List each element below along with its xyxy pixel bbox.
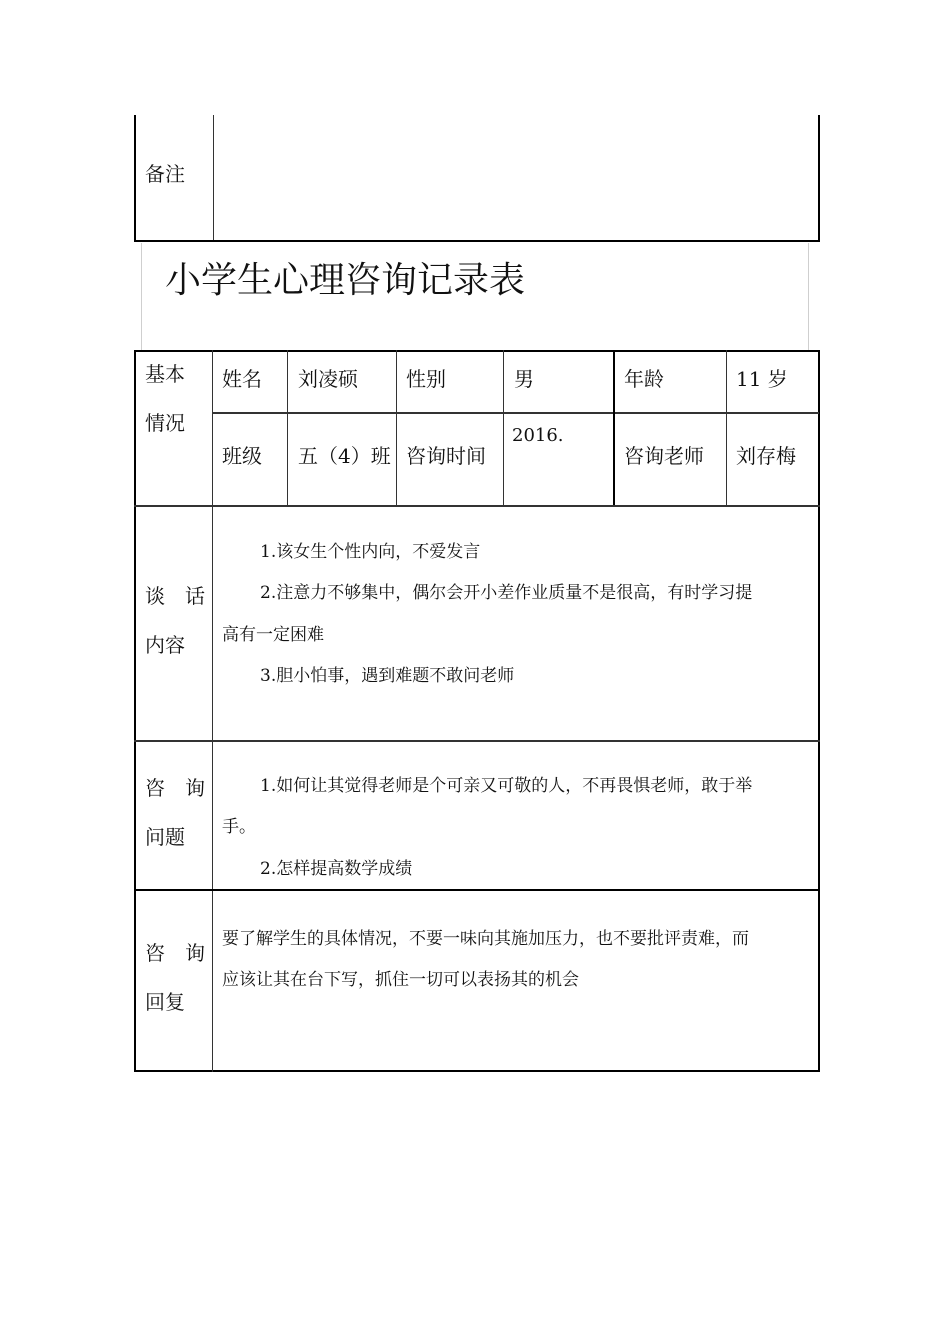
gender-value: 男 bbox=[514, 367, 534, 391]
teacher-label: 咨询老师 bbox=[624, 444, 704, 468]
name-value: 刘凌硕 bbox=[298, 367, 358, 391]
table-border bbox=[287, 350, 288, 506]
table-border bbox=[726, 350, 727, 506]
talk-section-label: 谈 话 bbox=[145, 584, 205, 608]
question-item: 2.怎样提高数学成绩 bbox=[260, 859, 413, 879]
table-border bbox=[212, 412, 819, 414]
table-border bbox=[134, 350, 820, 352]
talk-item: 2.注意力不够集中，偶尔会开小差作业质量不是很高，有时学习提 bbox=[260, 583, 753, 603]
table-border bbox=[134, 505, 820, 507]
class-value: 五（4）班 bbox=[298, 444, 391, 468]
form-title: 小学生心理咨询记录表 bbox=[165, 260, 526, 301]
table-border bbox=[134, 1070, 820, 1072]
reply-text: 应该让其在台下写，抓住一切可以表扬其的机会 bbox=[222, 970, 579, 990]
table-border bbox=[613, 350, 615, 506]
title-box-border bbox=[808, 243, 809, 351]
table-border bbox=[134, 889, 820, 891]
age-value: 11 岁 bbox=[736, 367, 788, 391]
table-border bbox=[134, 240, 820, 242]
talk-item: 1.该女生个性内向，不爱发言 bbox=[260, 542, 481, 562]
table-border bbox=[134, 740, 820, 742]
talk-item: 3.胆小怕事，遇到难题不敢问老师 bbox=[260, 666, 515, 686]
question-item: 1.如何让其觉得老师是个可亲又可敬的人，不再畏惧老师，敢于举 bbox=[260, 776, 753, 796]
table-border bbox=[212, 350, 213, 1072]
name-label: 姓名 bbox=[222, 367, 262, 391]
basic-section-label: 基本 bbox=[145, 362, 185, 386]
remarks-label: 备注 bbox=[145, 162, 185, 186]
time-label: 咨询时间 bbox=[406, 444, 486, 468]
question-section-label: 问题 bbox=[145, 825, 185, 849]
table-border bbox=[503, 350, 504, 506]
reply-text: 要了解学生的具体情况，不要一味向其施加压力，也不要批评责难，而 bbox=[222, 929, 749, 949]
reply-section-label: 咨 询 bbox=[145, 941, 205, 965]
gender-label: 性别 bbox=[406, 367, 446, 391]
title-box-border bbox=[141, 243, 142, 351]
table-border bbox=[134, 115, 136, 242]
reply-section-label: 回复 bbox=[145, 990, 185, 1014]
question-item: 手。 bbox=[222, 817, 256, 837]
talk-item: 高有一定困难 bbox=[222, 625, 324, 645]
question-section-label: 咨 询 bbox=[145, 776, 205, 800]
table-border bbox=[818, 350, 820, 1072]
table-border bbox=[818, 115, 820, 242]
class-label: 班级 bbox=[222, 444, 262, 468]
basic-section-label: 情况 bbox=[145, 411, 185, 435]
table-border bbox=[396, 350, 397, 506]
table-border bbox=[134, 350, 136, 1072]
age-label: 年龄 bbox=[624, 367, 664, 391]
teacher-value: 刘存梅 bbox=[736, 444, 796, 468]
time-value: 2016. bbox=[512, 425, 564, 446]
talk-section-label: 内容 bbox=[145, 633, 185, 657]
table-border bbox=[213, 115, 214, 242]
